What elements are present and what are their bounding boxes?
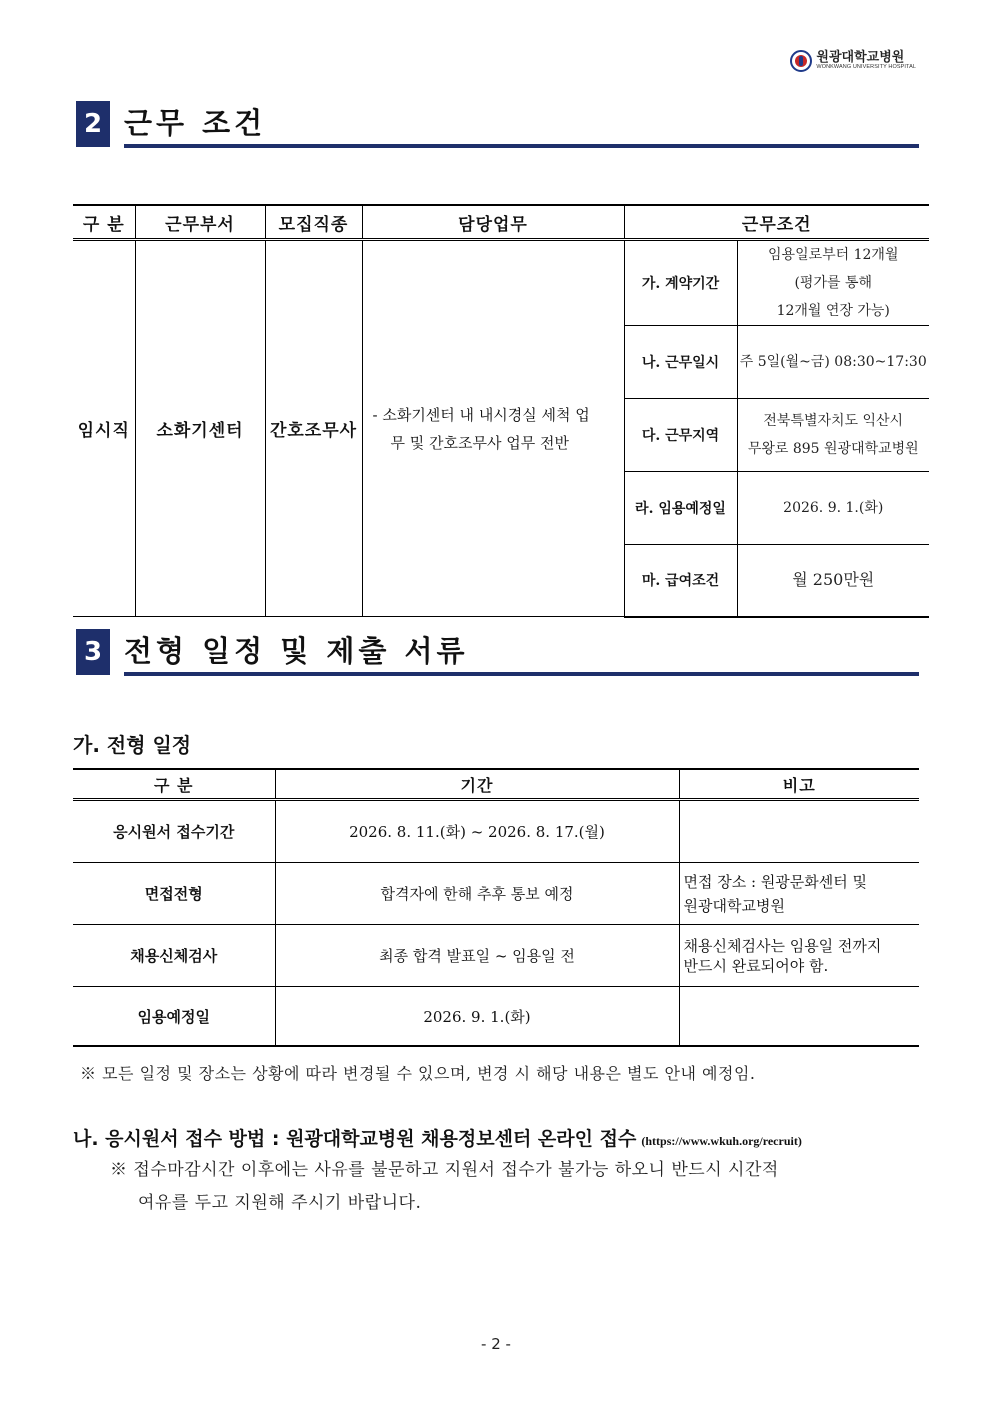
condition-label: 마. 급여조건 xyxy=(624,545,737,617)
schedule-category: 면접전형 xyxy=(73,863,275,925)
condition-label: 라. 임용예정일 xyxy=(624,472,737,545)
schedule-period: 최종 합격 발표일 ~ 임용일 전 xyxy=(275,925,679,987)
condition-line: 월 250만원 xyxy=(792,570,875,590)
section-2-underline xyxy=(124,144,919,148)
application-method-heading: 나. 응시원서 접수 방법 : 원광대학교병원 채용정보센터 온라인 접수 xyxy=(73,1128,637,1150)
table-row xyxy=(73,800,919,863)
table-header-row xyxy=(73,769,919,800)
schedule-note xyxy=(679,925,919,987)
schedule-period: 2026. 9. 1.(화) xyxy=(275,987,679,1047)
condition-value xyxy=(737,399,929,472)
job-type-cell: 간호조무사 xyxy=(265,240,362,617)
schedule-footnote: ※ 모든 일정 및 장소는 상황에 따라 변경될 수 있으며, 변경 시 해당 내용은 별도 안내 예정임. xyxy=(80,1064,756,1083)
note-mark: ※ xyxy=(110,1160,128,1180)
hospital-emblem-icon xyxy=(790,50,812,72)
section-3-title: 전형 일정 및 제출 서류 xyxy=(124,634,469,668)
condition-label: 나. 근무일시 xyxy=(624,326,737,399)
application-url: (https://www.wkuh.org/recruit) xyxy=(641,1134,802,1148)
section-3-number: 3 xyxy=(76,629,110,675)
logo-name-en: WONKWANG UNIVERSITY HOSPITAL xyxy=(816,64,916,71)
table-row xyxy=(73,925,919,987)
table-row xyxy=(73,987,919,1047)
schedule-note xyxy=(679,863,919,925)
condition-line: 전북특별자치도 익산시 xyxy=(763,413,904,429)
schedule-note xyxy=(679,987,919,1047)
header-category: 구 분 xyxy=(73,205,135,240)
condition-value xyxy=(737,472,929,545)
header-duty: 담당업무 xyxy=(362,205,624,240)
application-method xyxy=(73,1124,802,1151)
condition-line: 주 5일(월~금) 08:30~17:30 xyxy=(739,354,927,370)
condition-label: 다. 근무지역 xyxy=(624,399,737,472)
schedule-note xyxy=(679,800,919,863)
condition-value xyxy=(737,240,929,326)
schedule-heading: 가. 전형 일정 xyxy=(73,733,192,757)
header-category: 구 분 xyxy=(73,769,275,800)
schedule-category: 임용예정일 xyxy=(73,987,275,1047)
condition-line: 12개월 연장 가능) xyxy=(776,303,890,319)
header-period: 기간 xyxy=(275,769,679,800)
schedule-table xyxy=(73,768,919,1047)
condition-line: 2026. 9. 1.(화) xyxy=(783,500,884,516)
condition-value xyxy=(737,326,929,399)
table-row xyxy=(73,240,929,326)
page-number: - 2 - xyxy=(481,1335,511,1353)
section-2-number: 2 xyxy=(76,101,110,147)
logo-name-ko: 원광대학교병원 xyxy=(816,50,905,66)
schedule-category: 채용신체검사 xyxy=(73,925,275,987)
application-note xyxy=(110,1154,779,1187)
category-cell: 임시직 xyxy=(73,240,135,617)
duty-line: 무 및 간호조무사 업무 전반 xyxy=(390,433,569,452)
table-row xyxy=(73,863,919,925)
schedule-note-line: 원광대학교병원 xyxy=(683,896,785,915)
header-conditions: 근무조건 xyxy=(624,205,929,240)
schedule-period: 합격자에 한해 추후 통보 예정 xyxy=(275,863,679,925)
schedule-category: 응시원서 접수기간 xyxy=(73,800,275,863)
condition-line: (평가를 통해 xyxy=(794,275,873,291)
header-department: 근무부서 xyxy=(135,205,265,240)
schedule-note-line: 채용신체검사는 임용일 전까지 xyxy=(683,936,882,955)
schedule-note-line: 면접 장소 : 원광문화센터 및 xyxy=(683,872,868,891)
department-cell: 소화기센터 xyxy=(135,240,265,617)
condition-line: 무왕로 895 원광대학교병원 xyxy=(747,441,919,457)
duty-cell xyxy=(362,240,624,617)
condition-value xyxy=(737,545,929,617)
condition-label: 가. 계약기간 xyxy=(624,240,737,326)
application-note-line: 여유를 두고 지원해 주시기 바랍니다. xyxy=(138,1193,422,1213)
application-note-line: 접수마감시간 이후에는 사유를 불문하고 지원서 접수가 불가능 하오니 반드시 시간적 xyxy=(133,1160,779,1180)
section-3-underline xyxy=(124,672,919,676)
section-2-title: 근무 조건 xyxy=(124,106,267,140)
condition-line: 임용일로부터 12개월 xyxy=(768,247,899,263)
schedule-note-line: 반드시 완료되어야 함. xyxy=(683,956,829,975)
hospital-logo xyxy=(790,50,916,72)
table-header-row xyxy=(73,205,929,240)
schedule-period: 2026. 8. 11.(화) ~ 2026. 8. 17.(월) xyxy=(275,800,679,863)
header-job-type: 모집직종 xyxy=(265,205,362,240)
work-conditions-table xyxy=(73,204,929,618)
duty-line: - 소화기센터 내 내시경실 세척 업 xyxy=(372,405,590,424)
header-note: 비고 xyxy=(679,769,919,800)
